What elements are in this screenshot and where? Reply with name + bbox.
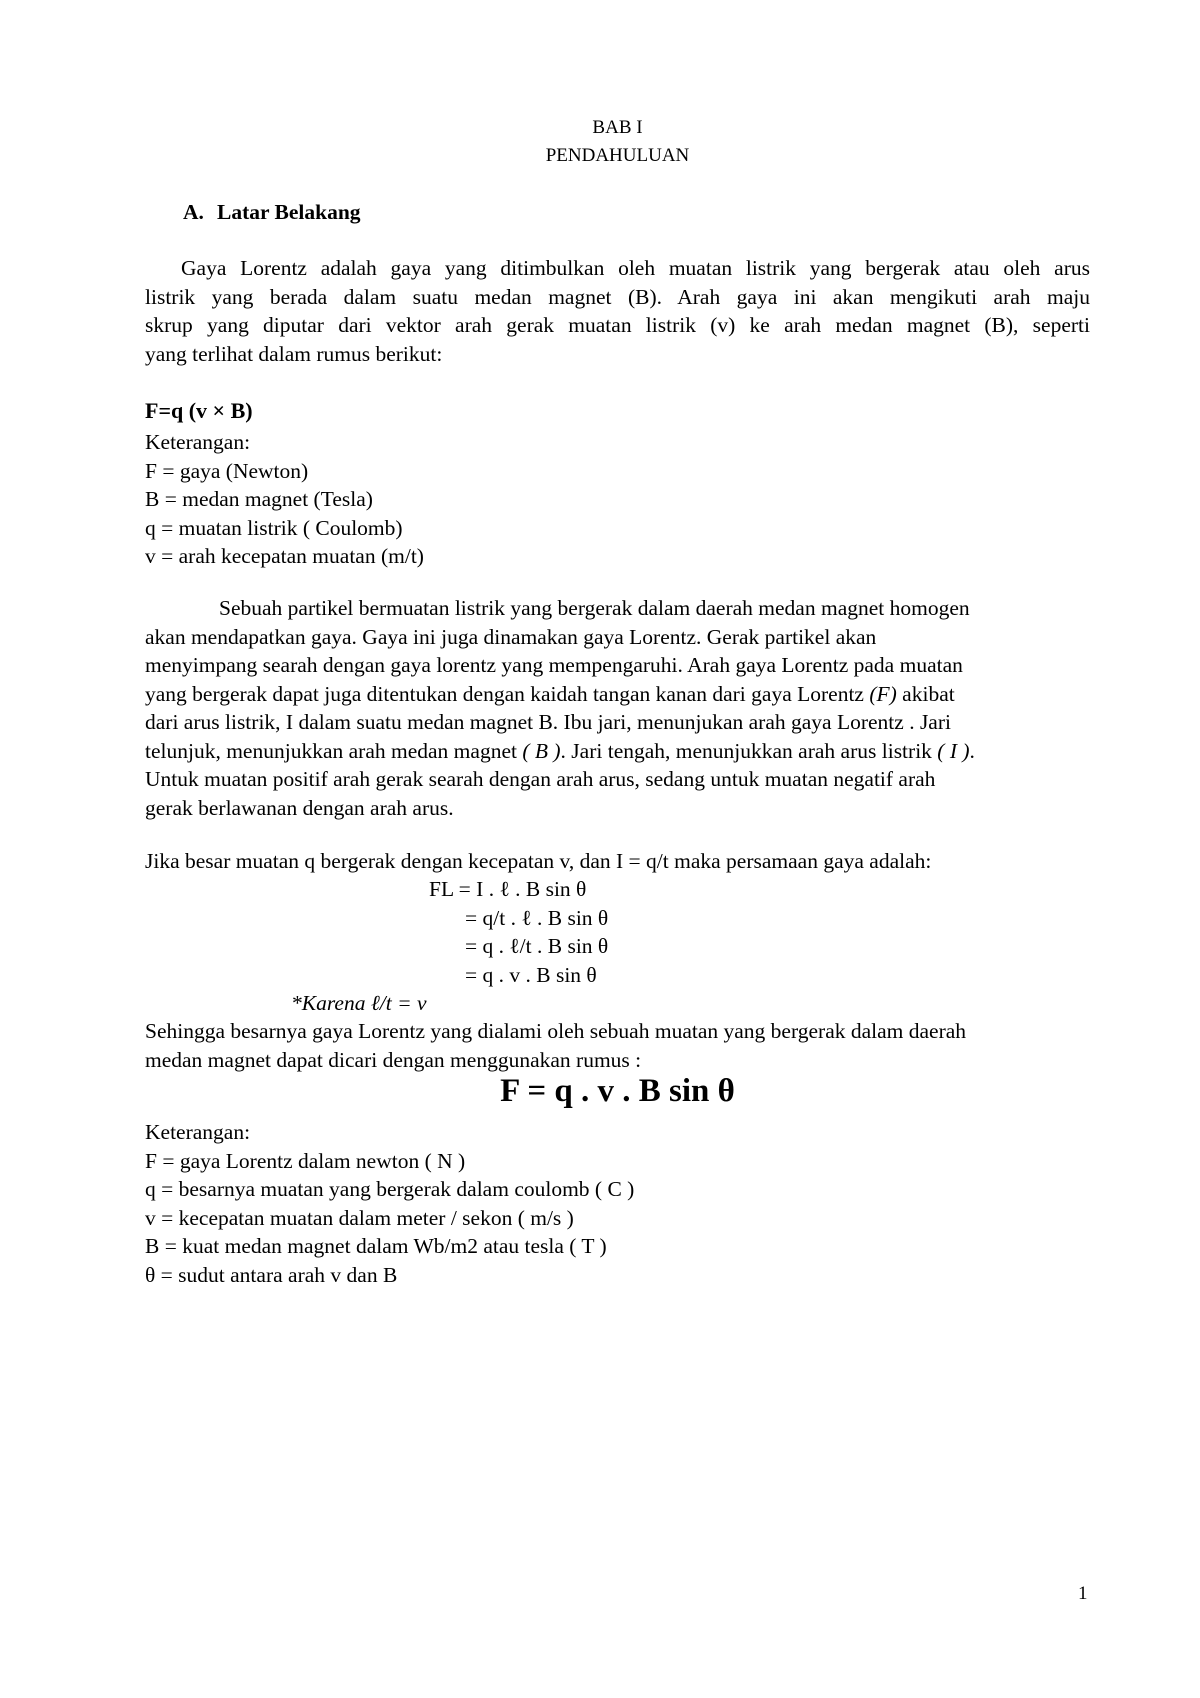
legend-item: θ = sudut antara arah v dan B <box>145 1262 398 1287</box>
paragraph-line <box>145 737 1090 766</box>
legend-item: v = arah kecepatan muatan (m/t) <box>145 544 424 568</box>
legend-item: F = gaya (Newton) <box>145 458 309 483</box>
italic-symbol: ( B ) <box>522 738 561 763</box>
chapter-title: PENDAHULUAN <box>545 145 690 166</box>
section-number: A. <box>183 200 204 224</box>
paragraph-line <box>145 680 1090 709</box>
italic-symbol: ( I ) <box>937 738 970 763</box>
legend-second <box>145 1118 634 1289</box>
legend-item: q = muatan listrik ( Coulomb) <box>145 515 403 540</box>
paragraph-intro <box>145 254 1090 368</box>
paragraph-line: listrik yang berada dalam suatu medan magnet (B). Arah gaya ini akan mengikuti arah maju <box>145 284 1090 309</box>
paragraph-line: Sehingga besarnya gaya Lorentz yang dialami oleh sebuah muatan yang bergerak dalam daerah <box>145 1019 967 1043</box>
lorentz-scalar-formula: F = q . v . B sin θ <box>500 1073 735 1109</box>
legend-label: Keterangan: <box>145 1120 251 1144</box>
paragraph-line: yang terlihat dalam rumus berikut: <box>145 341 443 366</box>
text-run: yang bergerak dapat juga ditentukan dengan kaidah tangan kanan dari gaya Lorentz <box>145 681 870 706</box>
derivation-note: *Karena ℓ/t = v <box>291 991 427 1015</box>
paragraph-line: Untuk muatan positif arah gerak searah dengan arah arus, sedang untuk muatan negatif arah <box>145 767 936 791</box>
paragraph-line: akan mendapatkan gaya. Gaya ini juga dinamakan gaya Lorentz. Gerak partikel akan <box>145 624 877 649</box>
legend-item: F = gaya Lorentz dalam newton ( N ) <box>145 1148 466 1173</box>
paragraph-line: gerak berlawanan dengan arah arus. <box>145 795 454 820</box>
paragraph-line: Gaya Lorentz adalah gaya yang ditimbulkan oleh muatan listrik yang bergerak atau oleh arus <box>181 256 1090 280</box>
paragraph-line: dari arus listrik, I dalam suatu medan magnet B. Ibu jari, menunjukan arah gaya Lorentz . Jari <box>145 710 951 734</box>
paragraph-conclusion <box>145 1017 1090 1074</box>
paragraph-line: menyimpang searah dengan gaya lorentz yang mempengaruhi. Arah gaya Lorentz pada muatan <box>145 653 963 677</box>
page-number: 1 <box>1078 1583 1088 1604</box>
section-title <box>183 198 361 227</box>
paragraph-particle <box>145 594 1090 822</box>
italic-symbol: (F) <box>869 681 897 706</box>
legend-first <box>145 428 424 571</box>
legend-item: B = kuat medan magnet dalam Wb/m2 atau tesla ( T ) <box>145 1234 607 1258</box>
derivation-step: = q/t . ℓ . B sin θ <box>465 905 609 930</box>
text-run: . <box>969 738 975 763</box>
paragraph-line: skrup yang diputar dari vektor arah gerak muatan listrik (v) ke arah medan magnet (B), seperti <box>145 313 1090 337</box>
chapter-number: BAB I <box>592 117 643 138</box>
lorentz-vector-formula: F=q (v × B) <box>145 398 253 423</box>
legend-label: Keterangan: <box>145 430 251 454</box>
paragraph-equation-intro: Jika besar muatan q bergerak dengan kecepatan v, dan I = q/t maka persamaan gaya adalah: <box>145 849 932 873</box>
derivation-step: FL = I . ℓ . B sin θ <box>429 877 587 901</box>
legend-item: B = medan magnet (Tesla) <box>145 487 373 511</box>
paragraph-line: medan magnet dapat dicari dengan menggunakan rumus : <box>145 1047 642 1072</box>
text-run: . Jari tengah, menunjukkan arah arus listrik <box>560 738 938 763</box>
derivation-step: = q . v . B sin θ <box>465 962 597 987</box>
derivation-step: = q . ℓ/t . B sin θ <box>465 934 609 958</box>
text-run: akibat <box>896 681 955 706</box>
force-derivation <box>429 875 608 989</box>
legend-item: v = kecepatan muatan dalam meter / sekon ( m/s ) <box>145 1205 574 1230</box>
chapter-heading <box>145 114 1090 170</box>
text-run: telunjuk, menunjukkan arah medan magnet <box>145 738 523 763</box>
legend-item: q = besarnya muatan yang bergerak dalam coulomb ( C ) <box>145 1177 635 1201</box>
paragraph-line: Sebuah partikel bermuatan listrik yang bergerak dalam daerah medan magnet homogen <box>219 596 970 620</box>
section-title-text: Latar Belakang <box>217 200 361 224</box>
